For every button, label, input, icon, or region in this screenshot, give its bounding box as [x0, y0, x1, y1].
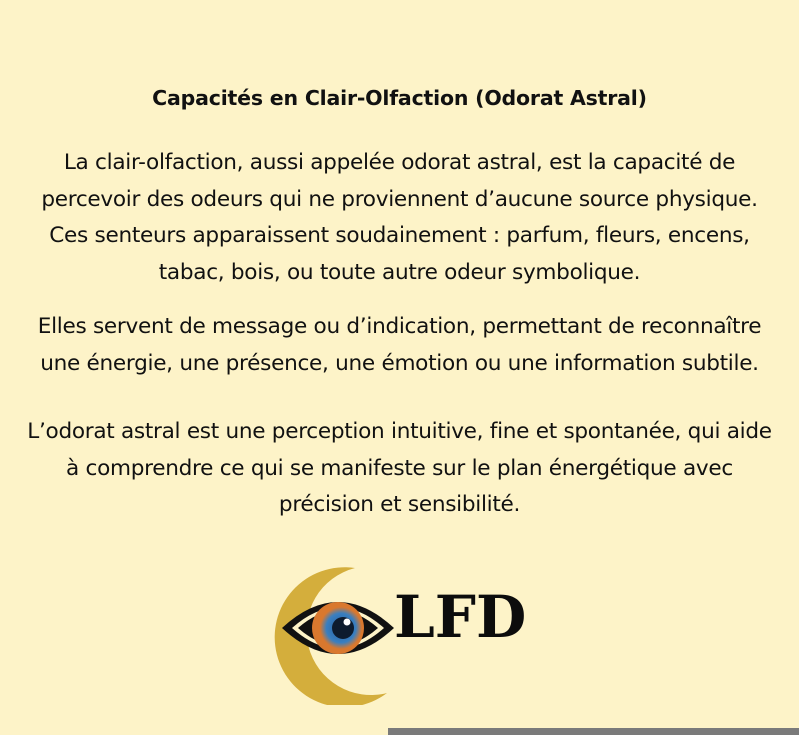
paragraph-line: percevoir des odeurs qui ne proviennent d’aucune source physique.	[41, 186, 758, 212]
paragraph-line: Ces senteurs apparaissent soudainement : parfum, fleurs, encens,	[49, 223, 750, 248]
paragraph-line: précision et sensibilité.	[278, 492, 521, 517]
document-title: Capacités en Clair-Olfaction (Odorat Astral)	[152, 86, 647, 110]
paragraph-line: une énergie, une présence, une émotion ou une information subtile.	[40, 350, 759, 376]
paragraph-line: La clair-olfaction, aussi appelée odorat astral, est la capacité de	[63, 150, 736, 175]
paragraph-1	[0, 145, 799, 291]
logo-text: LFD	[394, 583, 527, 651]
paragraph-line: Elles servent de message ou d’indication, permettant de reconnaître	[37, 314, 762, 339]
bottom-bar	[388, 728, 799, 735]
paragraph-line: tabac, bois, ou toute autre odeur symbolique.	[158, 259, 641, 285]
paragraph-line: à comprendre ce qui se manifeste sur le plan énergétique avec	[66, 455, 733, 481]
paragraph-3	[0, 414, 799, 524]
paragraph-line: L’odorat astral est une perception intuitive, fine et spontanée, qui aide	[27, 419, 772, 444]
paragraph-2	[0, 309, 799, 382]
